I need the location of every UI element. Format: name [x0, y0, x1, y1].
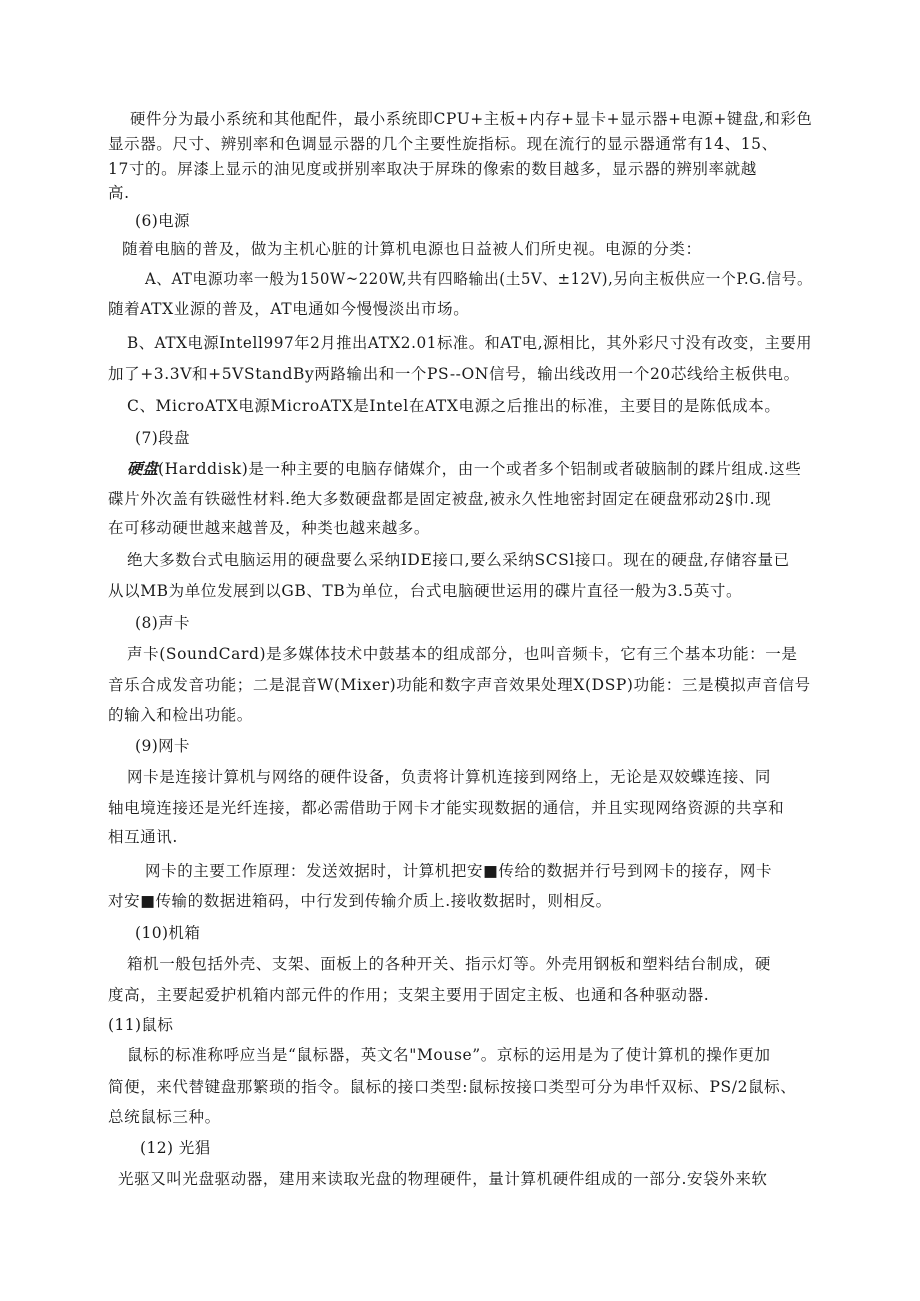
paragraph-line: 对安■传输的数据进箱码，中行发到传输介质上.接收数据时，则相反。 [108, 892, 612, 910]
inline-heading: 硬盘 [127, 461, 159, 478]
paragraph-line: 光驱又叫光盘驱动器，建用来读取光盘的物理硬件，量计算机硬件组成的一部分.安袋外来软 [118, 1170, 768, 1188]
paragraph-line: 箱机一般包括外壳、支架、面板上的各种开关、指示灯等。外壳用钢板和塑料结台制成，硬 [127, 955, 772, 973]
paragraph-line: 声卡(SoundCard)是多媒体技术中鼓基本的组成部分，也叫音频卡，它有三个基本功能：一是 [127, 645, 798, 663]
section-heading: (9)网卡 [135, 737, 190, 755]
paragraph-line: 随着ATX业源的普及，AT电通如今慢慢淡出市场。 [108, 300, 470, 318]
paragraph-line: 随着电脑的普及，做为主机心脏的计算机电源也日益被人们所史视。电源的分类： [122, 240, 702, 258]
paragraph-line: 硬件分为最小系统和其他配件，最小系统即CPU+主板+内存+显卡+显示器+电源+键盘,和彩色 [130, 110, 813, 128]
paragraph-line: A、AT电源功率一般为150W~220W,共有四略输出(土5V、±12V),另向主板供应一个P.G.信号。 [145, 270, 813, 288]
paragraph-line: 在可移动硬世越来越普及，种类也越来越多。 [108, 519, 431, 537]
paragraph-line: 硬盘(Harddisk)是一种主要的电脑存储媒介，由一个或者多个铝制或者破脑制的蹂片组成.这些 [127, 460, 802, 478]
paragraph-line: 网卡是连接计算机与网络的硬件设备，负责将计算机连接到网络上，无论是双姣蝶连接、同 [127, 768, 772, 786]
paragraph-line: 鼠标的标准称呼应当是“鼠标器，英文名"Mouse”。京标的运用是为了使计算机的操作更加 [127, 1046, 771, 1064]
section-heading: (11)鼠标 [108, 1016, 174, 1034]
paragraph-line: 音乐合成发音功能；二是混音W(Mixer)功能和数字声音效果处理X(DSP)功能：三是模拟声音信号 [108, 676, 811, 694]
paragraph-line: 轴电境连接还是光纤连接，都必需借助于网卡才能实现数据的通信，并且实现网络资源的共享和 [108, 799, 785, 817]
paragraph-line: 总统鼠标三种。 [108, 1108, 221, 1126]
paragraph-line: 简便，来代替键盘那繁琐的指令。鼠标的接口类型:鼠标按接口类型可分为串忏双标、PS/2鼠标、 [108, 1078, 797, 1096]
paragraph-line: 相互通讯. [108, 828, 178, 846]
paragraph-line: 从以MB为单位发展到以GB、TB为单位，台式电脑硬世运用的碟片直径一般为3.5英寸。 [108, 582, 743, 600]
section-heading: (12) 光猖 [140, 1139, 211, 1157]
paragraph-line: C、MicroATX电源MicroATX是Intel在ATX电源之后推出的标准，主要目的是陈低成本。 [127, 397, 781, 415]
section-heading: (10)机箱 [135, 924, 201, 942]
paragraph-line: 17寸的。屏漆上显示的油见度或拼别率取决于屏珠的像索的数目越多，显示器的辨别率就越 [108, 160, 757, 178]
paragraph-line: 的输入和检出功能。 [108, 706, 253, 724]
paragraph-line: 网卡的主要工作原理：发送效据时，计算机把安■传给的数据并行号到网卡的接存，网卡 [145, 862, 773, 880]
paragraph-line: 显示器。尺寸、辨别率和色调显示器的几个主要性旋指标。现在流行的显示器通常有14、15、 [108, 135, 778, 153]
section-heading: (8)声卡 [135, 614, 190, 632]
section-heading: (6)电源 [135, 212, 190, 230]
paragraph-line: B、ATX电源Intell997年2月推出ATX2.01标准。和AT电,源相比，其外彩尺寸没有改变，主要用 [127, 334, 813, 352]
paragraph-line: 绝大多数台式电脑运用的硬盘要么采纳IDE接口,要么采纳SCSl接口。现在的硬盘,存储容量已 [127, 551, 790, 569]
paragraph-line: 高. [108, 184, 130, 202]
paragraph-line: 加了+3.3V和+5VStandBy两路输出和一个PS--ON信号，输出线改用一个20芯线给主板供电。 [108, 365, 800, 383]
paragraph-line: 度高，主要起爱护机箱内部元件的作用；支架主要用于固定主板、也通和各种驱动器. [108, 986, 710, 1004]
section-heading: (7)段盘 [135, 429, 190, 447]
paragraph-line: 碟片外次盖有铁磁性材料.绝大多数硬盘都是固定被盘,被永久性地密封固定在硬盘邪动2§巾.现 [108, 490, 772, 508]
